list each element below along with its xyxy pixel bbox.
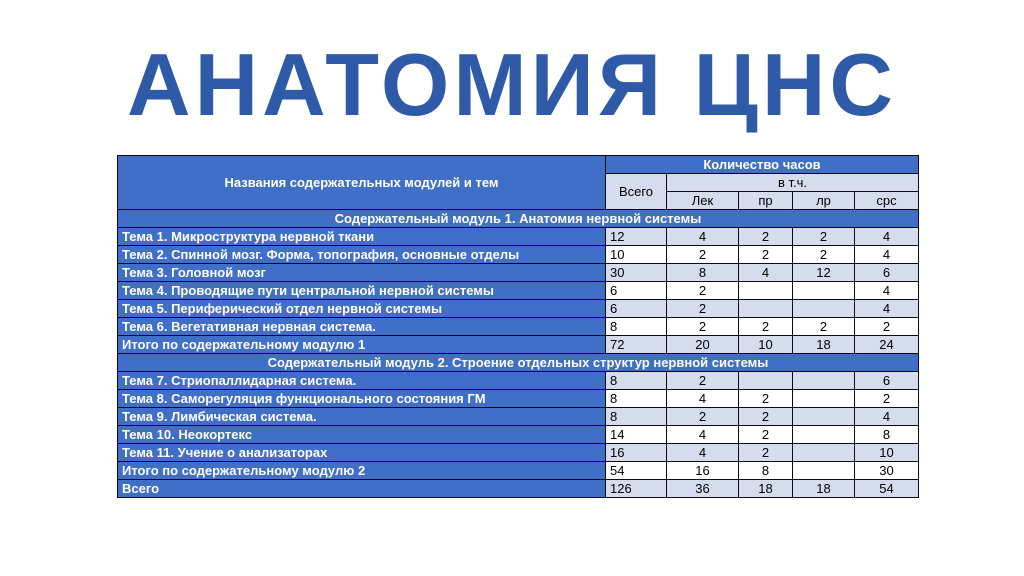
row-total: 8 bbox=[606, 318, 667, 336]
row-lek: 36 bbox=[667, 480, 739, 498]
row-lr: 18 bbox=[793, 336, 855, 354]
header-pr: пр bbox=[739, 192, 793, 210]
row-lek: 4 bbox=[667, 228, 739, 246]
row-lr: 2 bbox=[793, 318, 855, 336]
row-srs: 2 bbox=[855, 318, 919, 336]
header-srs: срс bbox=[855, 192, 919, 210]
row-name: Тема 11. Учение о анализаторах bbox=[118, 444, 606, 462]
row-srs: 4 bbox=[855, 228, 919, 246]
row-srs: 6 bbox=[855, 264, 919, 282]
row-pr: 8 bbox=[739, 462, 793, 480]
header-total: Всего bbox=[606, 174, 667, 210]
row-lek: 4 bbox=[667, 444, 739, 462]
row-total: 16 bbox=[606, 444, 667, 462]
row-pr: 2 bbox=[739, 246, 793, 264]
row-lr bbox=[793, 462, 855, 480]
row-name: Тема 1. Микроструктура нервной ткани bbox=[118, 228, 606, 246]
row-lek: 16 bbox=[667, 462, 739, 480]
table-row bbox=[118, 264, 919, 282]
row-total: 6 bbox=[606, 282, 667, 300]
table-row bbox=[118, 462, 919, 480]
row-lr: 2 bbox=[793, 246, 855, 264]
row-pr: 2 bbox=[739, 390, 793, 408]
row-lek: 2 bbox=[667, 318, 739, 336]
row-total: 14 bbox=[606, 426, 667, 444]
row-srs: 2 bbox=[855, 390, 919, 408]
row-pr: 2 bbox=[739, 318, 793, 336]
module-title: Содержательный модуль 2. Строение отдельных структур нервной системы bbox=[118, 354, 919, 372]
row-name: Итого по содержательному модулю 1 bbox=[118, 336, 606, 354]
row-name: Тема 7. Стриопаллидарная система. bbox=[118, 372, 606, 390]
row-lr bbox=[793, 444, 855, 462]
row-srs: 10 bbox=[855, 444, 919, 462]
row-name: Тема 9. Лимбическая система. bbox=[118, 408, 606, 426]
row-total: 8 bbox=[606, 372, 667, 390]
row-pr: 2 bbox=[739, 444, 793, 462]
row-total: 6 bbox=[606, 300, 667, 318]
row-lek: 4 bbox=[667, 426, 739, 444]
table-row bbox=[118, 300, 919, 318]
row-name: Тема 6. Вегетативная нервная система. bbox=[118, 318, 606, 336]
row-lr bbox=[793, 390, 855, 408]
row-lek: 20 bbox=[667, 336, 739, 354]
row-total: 126 bbox=[606, 480, 667, 498]
table-row bbox=[118, 372, 919, 390]
page-title: АНАТОМИЯ ЦНС bbox=[127, 35, 897, 134]
row-name: Тема 5. Периферический отдел нервной системы bbox=[118, 300, 606, 318]
row-lek: 2 bbox=[667, 372, 739, 390]
row-lek: 2 bbox=[667, 282, 739, 300]
row-lek: 4 bbox=[667, 390, 739, 408]
row-pr: 2 bbox=[739, 228, 793, 246]
row-lr bbox=[793, 408, 855, 426]
row-total: 8 bbox=[606, 408, 667, 426]
row-name: Всего bbox=[118, 480, 606, 498]
row-lek: 8 bbox=[667, 264, 739, 282]
row-pr bbox=[739, 300, 793, 318]
row-name: Тема 10. Неокортекс bbox=[118, 426, 606, 444]
table-row bbox=[118, 246, 919, 264]
table-row bbox=[118, 426, 919, 444]
row-lr: 18 bbox=[793, 480, 855, 498]
table-row bbox=[118, 228, 919, 246]
hours-table bbox=[117, 155, 919, 498]
header-including: в т.ч. bbox=[667, 174, 919, 192]
row-lr: 12 bbox=[793, 264, 855, 282]
header-topics: Названия содержательных модулей и тем bbox=[118, 156, 606, 210]
table-row bbox=[118, 408, 919, 426]
row-name: Тема 4. Проводящие пути центральной нервной системы bbox=[118, 282, 606, 300]
row-srs: 4 bbox=[855, 246, 919, 264]
row-name: Итого по содержательному модулю 2 bbox=[118, 462, 606, 480]
row-srs: 4 bbox=[855, 408, 919, 426]
table-row bbox=[118, 390, 919, 408]
table-row bbox=[118, 318, 919, 336]
row-srs: 30 bbox=[855, 462, 919, 480]
row-srs: 4 bbox=[855, 300, 919, 318]
row-pr: 2 bbox=[739, 408, 793, 426]
row-lr bbox=[793, 282, 855, 300]
row-srs: 8 bbox=[855, 426, 919, 444]
header-hours: Количество часов bbox=[606, 156, 919, 174]
row-name: Тема 2. Спинной мозг. Форма, топография, основные отделы bbox=[118, 246, 606, 264]
row-pr: 10 bbox=[739, 336, 793, 354]
table-row bbox=[118, 444, 919, 462]
row-total: 72 bbox=[606, 336, 667, 354]
row-name: Тема 8. Саморегуляция функционального состояния ГМ bbox=[118, 390, 606, 408]
row-srs: 4 bbox=[855, 282, 919, 300]
row-srs: 54 bbox=[855, 480, 919, 498]
row-pr: 18 bbox=[739, 480, 793, 498]
row-total: 12 bbox=[606, 228, 667, 246]
table-row bbox=[118, 336, 919, 354]
module-title: Содержательный модуль 1. Анатомия нервной системы bbox=[118, 210, 919, 228]
row-name: Тема 3. Головной мозг bbox=[118, 264, 606, 282]
header-lr: лр bbox=[793, 192, 855, 210]
row-total: 30 bbox=[606, 264, 667, 282]
row-lek: 2 bbox=[667, 408, 739, 426]
row-total: 10 bbox=[606, 246, 667, 264]
row-total: 54 bbox=[606, 462, 667, 480]
row-pr: 4 bbox=[739, 264, 793, 282]
row-srs: 6 bbox=[855, 372, 919, 390]
row-pr bbox=[739, 372, 793, 390]
table-row bbox=[118, 282, 919, 300]
row-lr bbox=[793, 300, 855, 318]
header-lek: Лек bbox=[667, 192, 739, 210]
row-lek: 2 bbox=[667, 246, 739, 264]
row-pr: 2 bbox=[739, 426, 793, 444]
row-srs: 24 bbox=[855, 336, 919, 354]
row-lr bbox=[793, 426, 855, 444]
row-lek: 2 bbox=[667, 300, 739, 318]
row-lr: 2 bbox=[793, 228, 855, 246]
table-row bbox=[118, 480, 919, 498]
row-lr bbox=[793, 372, 855, 390]
row-pr bbox=[739, 282, 793, 300]
row-total: 8 bbox=[606, 390, 667, 408]
